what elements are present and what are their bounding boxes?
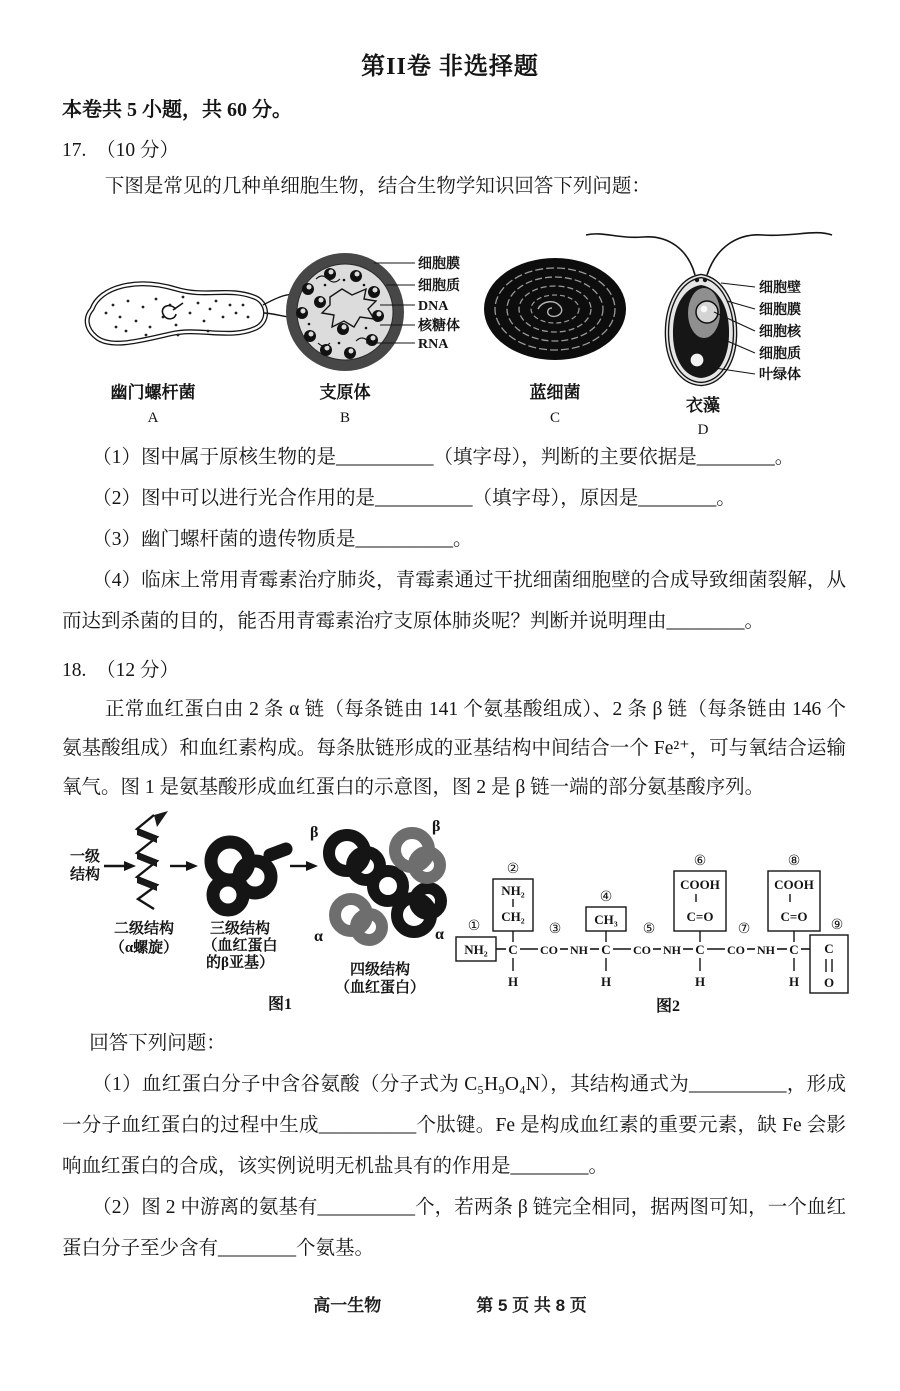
q17-sub4: （4）临床上常用青霉素治疗肺炎，青霉素通过干扰细菌细胞壁的合成导致细菌裂解，从而达到杀菌的目的，能否用青霉素治疗支原体肺炎呢？判断并说明理由________。	[62, 570, 846, 632]
organism-c-letter: C	[549, 410, 561, 426]
alpha-chain-label: α	[435, 926, 444, 943]
q17-sub1: （1）图中属于原核生物的是__________（填字母），判断的主要依据是________。	[92, 447, 795, 468]
backbone-h: H	[507, 974, 519, 989]
section-summary: 本卷共 5 小题，共 60 分。	[62, 99, 292, 121]
arrow-right-icon	[170, 861, 198, 871]
q18-figure	[58, 809, 850, 1021]
circle-8: ⑧	[787, 853, 801, 869]
footer-course: 高一生物	[313, 1296, 382, 1315]
terminal-o: O	[823, 975, 835, 990]
organism-a-letter: A	[147, 410, 159, 426]
backbone-c: C	[508, 942, 518, 957]
beta-chain-label: β	[432, 818, 441, 835]
backbone-hydrogens	[508, 958, 799, 989]
side-chain-ch2: CH₂	[501, 909, 525, 924]
side-chain-co: C=O	[780, 909, 808, 924]
alpha-helix-drawing	[137, 811, 168, 909]
q17-sub2: （2）图中可以进行光合作用的是__________（填字母），原因是________。	[92, 488, 736, 509]
single-cell-organisms-diagram	[58, 209, 850, 437]
tertiary-structure-label: 三级结构	[209, 921, 271, 937]
q18-prompt: 回答下列问题：	[89, 1033, 226, 1054]
tertiary-structure-label2: （血红蛋白	[202, 938, 278, 954]
q18-heading: 18. （12 分）	[62, 660, 180, 681]
amino-group: NH₂	[464, 942, 488, 957]
backbone-h: H	[694, 974, 706, 989]
primary-structure-label2: 结构	[69, 867, 101, 883]
backbone-co: CO	[727, 943, 745, 957]
hemoglobin-figures	[58, 809, 850, 1021]
organism-a-name: 幽门螺杆菌	[110, 383, 196, 402]
backbone-c: C	[789, 942, 799, 957]
d-label-nucleus: 细胞核	[759, 325, 801, 340]
q18-sub1: （1）血红蛋白分子中含谷氨酸（分子式为 C₅H₉O₄N），其结构通式为__________，形成一分子血红蛋白的过程中生成__________个肽键。Fe 是构成血红素的重要元素，缺 Fe 会影响血红蛋白的合成，该实例说明无机盐具有的作用是________。	[62, 1074, 846, 1177]
side-chain-nh2: NH₂	[501, 883, 525, 898]
chlamydomonas-diagram	[586, 233, 832, 437]
quaternary-structure-label: 四级结构	[349, 962, 411, 978]
beta-chain-label: β	[310, 824, 319, 841]
circle-1: ①	[467, 918, 481, 934]
backbone-nh: NH	[663, 943, 681, 957]
d-label-chloroplast: 叶绿体	[759, 368, 801, 383]
backbone-c: C	[601, 942, 611, 957]
side-chain-ch3: CH₃	[594, 912, 618, 927]
quaternary-structure-label2: （血红蛋白）	[334, 980, 426, 996]
backbone-h: H	[788, 974, 800, 989]
alpha-chain-label: α	[314, 928, 323, 945]
circle-7: ⑦	[737, 921, 751, 937]
q17-figure	[58, 209, 850, 437]
secondary-structure-label2: （α螺旋）	[109, 940, 179, 956]
primary-structure-label: 一级	[69, 849, 101, 865]
figure1-caption: 图1	[267, 996, 293, 1013]
side-chain-cooh: COOH	[680, 877, 720, 892]
d-label-membrane: 细胞膜	[759, 303, 801, 318]
q18-intro: 正常血红蛋白由 2 条 α 链（每条链由 141 个氨基酸组成）、2 条 β 链（每条链由 146 个氨基酸组成）和血红素构成。每条肽链形成的亚基结构中间结合一个 Fe²⁺，可与氧结合运输氧气。图 1 是氨基酸形成血红蛋白的示意图，图 2 是 β 链一端的部分氨基酸序列。	[62, 699, 846, 798]
organism-b-name: 支原体	[319, 383, 371, 402]
circle-3: ③	[548, 921, 562, 937]
secondary-structure-label: 二级结构	[113, 921, 175, 937]
b-label-cytoplasm: 细胞质	[418, 279, 460, 294]
figure2-amino-acid-sequence	[456, 853, 848, 1015]
footer-page-number: 第 5 页 共 8 页	[476, 1296, 587, 1315]
flagellum	[586, 234, 695, 275]
d-label-wall: 细胞壁	[759, 281, 801, 296]
side-chain-co: C=O	[686, 909, 714, 924]
tertiary-structure-label3: 的β亚基）	[206, 955, 274, 971]
organism-c-name: 蓝细菌	[529, 383, 581, 402]
figure1-protein-structure	[70, 811, 444, 1013]
side-chain-cooh: COOH	[774, 877, 814, 892]
circle-5: ⑤	[642, 921, 656, 937]
b-label-membrane: 细胞膜	[418, 257, 460, 272]
q17-heading: 17. （10 分）	[62, 140, 180, 161]
flagellum	[707, 233, 832, 275]
figure2-caption: 图2	[655, 998, 681, 1015]
backbone-nh: NH	[757, 943, 775, 957]
quaternary-tangle	[329, 833, 441, 940]
circle-4: ④	[599, 889, 613, 905]
organism-b-letter: B	[339, 410, 351, 426]
circle-9: ⑨	[830, 917, 844, 933]
page-footer	[0, 1291, 900, 1316]
terminal-c: C	[824, 941, 834, 956]
arrow-right-icon	[104, 861, 136, 871]
organism-d-name: 衣藻	[686, 396, 720, 415]
mycoplasma-diagram	[286, 253, 460, 426]
circle-2: ②	[506, 861, 520, 877]
backbone-h: H	[600, 974, 612, 989]
q17-intro: 下图是常见的几种单细胞生物，结合生物学知识回答下列问题：	[104, 176, 651, 197]
d-label-cytoplasm: 细胞质	[759, 347, 801, 362]
tertiary-tangle	[211, 842, 286, 910]
arrow-right-icon	[290, 861, 318, 871]
pyrenoid	[690, 353, 704, 367]
backbone-co: CO	[540, 943, 558, 957]
q17-sub3: （3）幽门螺杆菌的遗传物质是__________。	[92, 529, 473, 550]
helicobacter-diagram	[87, 284, 302, 426]
circle-6: ⑥	[693, 853, 707, 869]
b-label-rna: RNA	[418, 337, 449, 352]
b-label-ribosome: 核糖体	[418, 319, 460, 334]
page-title: 第II卷 非选择题	[361, 54, 539, 80]
organism-d-letter: D	[697, 422, 709, 437]
q18-sub2: （2）图 2 中游离的氨基有__________个，若两条 β 链完全相同，据两图可知，一个血红蛋白分子至少含有________个氨基。	[62, 1197, 846, 1259]
backbone-nh: NH	[570, 943, 588, 957]
backbone-c: C	[695, 942, 705, 957]
cyanobacteria-diagram	[484, 258, 626, 426]
b-label-dna: DNA	[418, 299, 449, 314]
backbone-co: CO	[633, 943, 651, 957]
